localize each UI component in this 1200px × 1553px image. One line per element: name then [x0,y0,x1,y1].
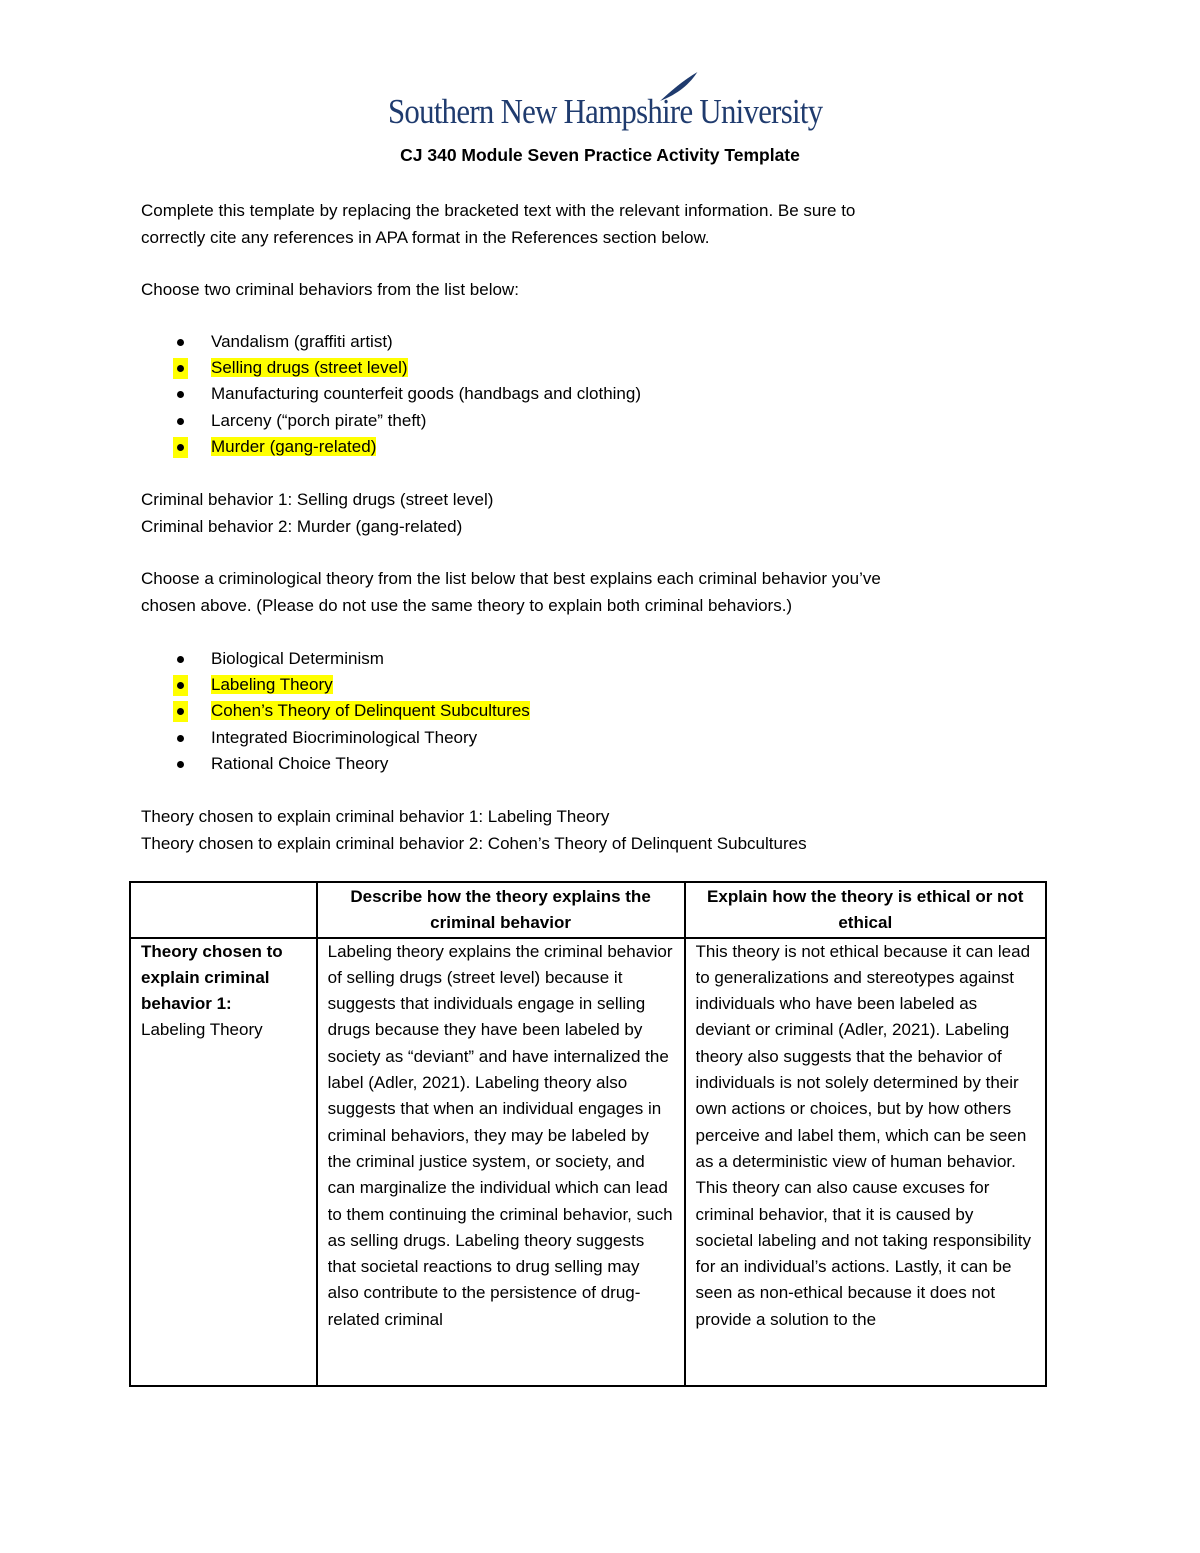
theory-1-line: Theory chosen to explain criminal behavior 1: Labeling Theory [141,807,610,826]
choose-behaviors-prompt: Choose two criminal behaviors from the list below: [141,280,519,299]
intro-line-2: correctly cite any references in APA format in the References section below. [141,227,710,247]
table-header-empty [130,882,317,938]
behavior-label: Manufacturing counterfeit goods (handbags and clothing) [211,384,642,404]
choose-theory-prompt [141,566,1041,619]
describe-text: Labeling theory explains the criminal behavior of selling drugs (street level) because it suggests that individuals engage in selling drugs because they have been labeled by society as “deviant” and have internalized the label (Adler, 2021). Labeling theory also suggests that when an individual engages in criminal behaviors, they may be labeled by the criminal justice system, or society, and can marginalize the individual which can lead to them continuing the criminal behavior, such as selling drugs. Labeling theory suggests that societal reactions to drug selling may also contribute to the persistence of drug-related criminal [327,941,673,1329]
behavior-2-line: Criminal behavior 2: Murder (gang-related) [141,516,463,536]
behavior-label: Selling drugs (street level) [211,358,408,378]
university-logo [384,68,824,138]
list-item [141,329,641,355]
bullet-icon [177,735,184,742]
behavior-1-line: Criminal behavior 1: Selling drugs (street level) [141,490,494,509]
bullet-icon [177,761,184,768]
theory-label: Biological Determinism [211,649,384,668]
behavior-label: Murder (gang-related) [211,436,377,456]
list-item [141,381,641,407]
logo-text: Southern New Hampshire University [388,92,823,131]
row-label-bold: Theory chosen to explain criminal behavior 1: [141,941,283,1014]
ethics-cell [685,938,1046,1386]
intro-paragraph [141,198,1041,251]
theory-label: Labeling Theory [211,675,333,695]
list-item [141,408,641,434]
table-header-row [130,882,1046,938]
table-header-ethics: Explain how the theory is ethical or not ethical [685,882,1046,938]
theory-label: Cohen’s Theory of Delinquent Subcultures [211,701,530,721]
theory-2-line: Theory chosen to explain criminal behavior 2: Cohen’s Theory of Delinquent Subcultures [141,833,807,853]
bullet-icon [177,708,184,715]
table-row [130,938,1046,1386]
bullet-icon [177,365,184,372]
describe-cell [317,938,685,1386]
behavior-label: Vandalism (graffiti artist) [211,332,393,351]
theory-prompt-line-2: chosen above. (Please do not use the same theory to explain both criminal behaviors.) [141,595,793,615]
bullet-icon [177,391,184,398]
bullet-icon [177,444,184,451]
page-title: CJ 340 Module Seven Practice Activity Template [400,145,800,165]
row-label-value: Labeling Theory [141,1020,263,1040]
list-item [141,672,530,698]
bullet-icon [177,418,184,425]
theory-label: Rational Choice Theory [211,753,389,773]
chosen-behaviors [141,487,1041,540]
theory-table [129,881,1047,1387]
theory-prompt-line-1: Choose a criminological theory from the list below that best explains each criminal behavior you’ve [141,569,881,588]
row-label-cell [130,938,317,1386]
chosen-theories [141,804,1041,857]
behaviors-list [141,329,641,460]
bullet-icon [177,656,184,663]
ethics-text: This theory is not ethical because it can lead to generalizations and stereotypes against individuals who have been labeled as deviant or criminal (Adler, 2021). Labeling theory also suggests that the behavior of individuals is not solely determined by their own actions or choices, but by how others perceive and label them, which can be seen as a deterministic view of human behavior. This theory can also cause excuses for criminal behavior, that it is caused by societal labeling and not taking responsibility for an individual’s actions. Lastly, it can be seen as non-ethical because it does not provide a solution to the [695,941,1031,1329]
list-item [141,355,641,381]
list-item [141,698,530,724]
list-item [141,751,530,777]
list-item [141,646,530,672]
list-item [141,434,641,460]
bullet-icon [177,339,184,346]
list-item [141,725,530,751]
theories-list [141,646,530,777]
intro-line-1: Complete this template by replacing the bracketed text with the relevant information. Be sure to [141,201,856,220]
theory-label: Integrated Biocriminological Theory [211,727,478,747]
behavior-label: Larceny (“porch pirate” theft) [211,410,427,430]
bullet-icon [177,682,184,689]
table-header-describe: Describe how the theory explains the criminal behavior [317,882,685,938]
